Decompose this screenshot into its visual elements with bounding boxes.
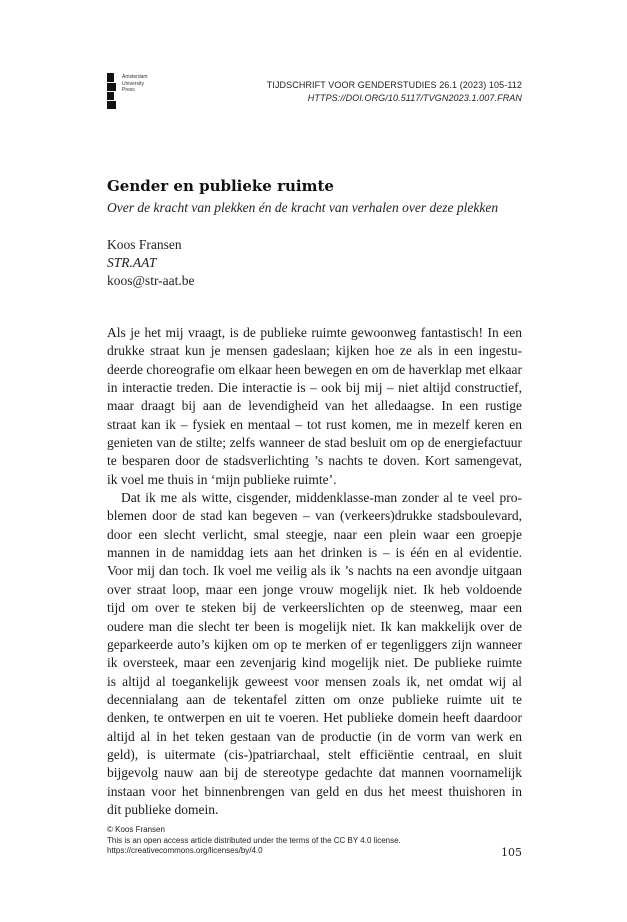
body-line: ik oversteek, maar een zevenjarig kind mogelijk niet. De publieke ruimte [107,655,522,671]
body-line: te besparen door de stadsverlichting ’s nachts te doven. Kort samengevat, [107,453,522,469]
journal-citation: TIJDSCHRIFT VOOR GENDERSTUDIES 26.1 (2023) 105-112 [266,80,522,90]
article-subtitle: Over de kracht van plekken én de kracht van verhalen over deze plekken [107,200,499,215]
license-link[interactable]: https://creativecommons.org/licenses/by/4.0 [107,846,263,855]
body-line: denken, te ontwerpen en uit te voeren. Het publieke domein heeft daardoor [107,710,522,726]
body-line: door een slecht verlicht, smal steegje, naar een plein waar een groepje [107,526,522,542]
body-line: instaan voor het binnenbrengen van geld en dus het meest thuishoren in [107,783,522,799]
author-name: Koos Fransen [107,237,182,252]
body-line: Als je het mij vraagt, is de publieke ruimte gewoonweg fantastisch! In een [107,325,522,340]
article-body [107,324,522,819]
journal-header [267,79,522,105]
body-line: maar draagt bij aan de levendigheid van het alledaagse. In een rustige [107,398,522,414]
author-block [107,236,195,290]
body-line: blemen door de stad kan begeven – van (verkeers)drukke stadsboulevard, [107,508,522,524]
author-affiliation: STR.AAT [107,255,157,270]
copyright-notice: © Koos Fransen [107,825,165,834]
body-line: drukke straat kun je mensen gadeslaan; kijken hoe ze als in een ingestu- [107,343,522,359]
body-line: decennialang aan de tekentafel zitten om onze publieke ruimte uit te [107,691,522,707]
license-text: This is an open access article distributed under the terms of the CC BY 4.0 license. [107,835,401,845]
license-footer [107,825,401,857]
body-line: dit publieke domein. [107,801,219,817]
aup-logo-icon [107,73,116,109]
publisher-logo [107,73,148,109]
body-line: is altijd al toegankelijk geweest voor mensen zoals ik, net omdat wij al [107,673,522,689]
body-line: genieten van de stilte; zelfs wanneer de stad besluit om op de energiefactuur [107,435,522,451]
body-line: mannen in de namiddag iets aan het drinken is – is één en al evidentie. [107,545,522,561]
body-line: Dat ik me als witte, cisgender, middenklasse-man zonder al te veel pro- [121,490,522,506]
body-line: straat kan ik – fysiek en mentaal – tot rust komen, me in mezelf keren en [107,416,522,432]
page-number: 105 [501,846,522,859]
author-email[interactable]: koos@str-aat.be [107,273,195,288]
body-line: oudere man die slecht ter been is mogelijk niet. Ik kan makkelijk over de [107,618,522,634]
body-line: Voor mij dan toch. Ik voel me veilig als ik ’s nachts na een avondje uitgaan [107,563,522,579]
body-line: altijd al in het teken gestaan van de productie (in de vorm van werk en [107,728,522,744]
publisher-name [122,74,148,94]
publisher-name-line: University [122,80,144,87]
publisher-name-line: Amsterdam [122,74,148,80]
body-line: in interactie treden. Die interactie is – ook bij mij – niet altijd constructief, [107,380,522,396]
body-line: over straat loop, maar een jonge vrouw mogelijk niet. Ik heb voldoende [107,581,522,597]
article-title: Gender en publieke ruimte [107,177,334,195]
body-line: ik voel me thuis in ‘mijn publieke ruimte’. [107,471,337,487]
body-line: tijd om over te steken bij de verkeerslichten op de steenweg, maar een [107,600,522,616]
publisher-name-line: Press [122,87,135,93]
body-line: geparkeerde auto’s kijken om op te merken of er tegenliggers zijn wanneer [107,636,522,652]
body-line: geld), is uitermate (cis-)patriarchaal, stelt efficiëntie centraal, en sluit [107,746,522,762]
body-line: deerde choreografie om elkaar heen bewegen en om de haverklap met elkaar [107,361,522,377]
body-line: bijgevolg nauw aan bij de stereotype gedachte dat mannen voornamelijk [107,765,522,781]
doi-link[interactable]: HTTPS://DOI.ORG/10.5117/TVGN2023.1.007.FRAN [307,93,522,103]
